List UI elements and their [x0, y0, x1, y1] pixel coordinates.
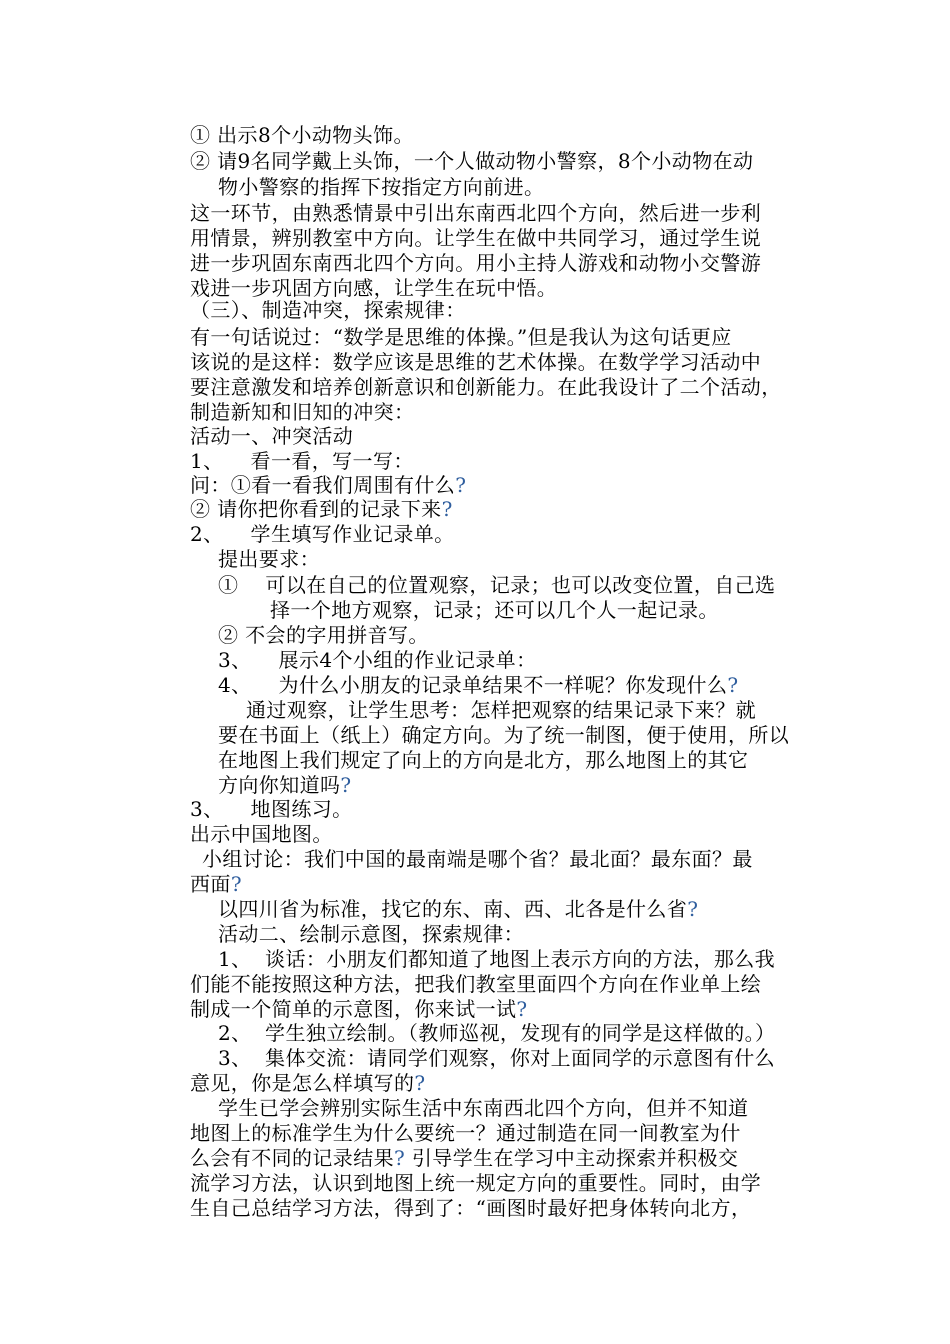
section-heading: （三）、制造冲突，探索规律： [190, 298, 466, 322]
text-line: 生自己总结学习方法，得到了：“画图时最好把身体转向北方， [190, 1196, 752, 1220]
text-line: 流学习方法，认识到地图上统一规定方向的重要性。同时，由学 [190, 1171, 762, 1195]
text-line: 戏进一步巩固方向感，让学生在玩中悟。 [190, 276, 558, 300]
text-line: ① 出示8个小动物头饰。 [190, 123, 414, 147]
text-line: 以四川省为标准，找它的东、南、西、北各是什么省? [218, 897, 699, 921]
text-line: 西面? [190, 872, 242, 896]
text-line: 们能不能按照这种方法，把我们教室里面四个方向在作业单上绘 [190, 972, 762, 996]
text-line: ② 请9名同学戴上头饰，一个人做动物小警察，8个小动物在动 [190, 149, 754, 173]
list-item: 4、 为什么小朋友的记录单结果不一样呢？你发现什么? [218, 673, 739, 697]
text-line: 要注意激发和培养创新意识和创新能力。在此我设计了二个活动， [190, 375, 782, 399]
list-item: ② 不会的字用拼音写。 [218, 623, 429, 647]
list-item: ① 可以在自己的位置观察，记录；也可以改变位置，自己选 [218, 573, 776, 597]
text-line: 出示中国地图。 [190, 822, 333, 846]
text-line: 地图上的标准学生为什么要统一？通过制造在同一间教室为什 [190, 1121, 741, 1145]
text-line: 学生已学会辨别实际生活中东南西北四个方向，但并不知道 [218, 1096, 749, 1120]
list-item: 1、 看一看，写一写： [190, 449, 414, 473]
list-item: 3、 集体交流：请同学们观察，你对上面同学的示意图有什么 [218, 1046, 776, 1070]
text-line: 进一步巩固东南西北四个方向。用小主持人游戏和动物小交警游 [190, 251, 762, 275]
activity-heading: 活动二、绘制示意图，探索规律： [218, 922, 524, 946]
text-line: 通过观察，让学生思考：怎样把观察的结果记录下来？就 [246, 698, 756, 722]
text-line: 要在书面上（纸上）确定方向。为了统一制图，便于使用，所以 [218, 723, 790, 747]
text-line: 这一环节，由熟悉情景中引出东南西北四个方向，然后进一步利 [190, 201, 762, 225]
text-line: 用情景，辨别教室中方向。让学生在做中共同学习，通过学生说 [190, 226, 762, 250]
text-line: 意见，你是怎么样填写的? [190, 1071, 426, 1095]
list-item: 3、 展示4个小组的作业记录单： [218, 648, 537, 672]
text-line: 该说的是这样：数学应该是思维的艺术体操。在数学学习活动中 [190, 350, 762, 374]
list-item: 3、 地图练习。 [190, 797, 353, 821]
text-line: 制成一个简单的示意图，你来试一试? [190, 997, 528, 1021]
list-item: 1、 谈话：小朋友们都知道了地图上表示方向的方法，那么我 [218, 947, 776, 971]
text-line: ② 请你把你看到的记录下来? [190, 497, 453, 521]
text-line: 问：①看一看我们周围有什么? [190, 473, 467, 497]
text-line: 么会有不同的记录结果? 引导学生在学习中主动探索并积极交 [190, 1146, 739, 1170]
text-line: 物小警察的指挥下按指定方向前进。 [218, 175, 545, 199]
text-line: 小组讨论：我们中国的最南端是哪个省？最北面？最东面？最 [202, 847, 753, 871]
list-item: 2、 学生独立绘制。（教师巡视，发现有的同学是这样做的。） [218, 1021, 776, 1045]
text-line: 提出要求： [218, 547, 320, 571]
text-line: 择一个地方观察，记录；还可以几个人一起记录。 [270, 598, 719, 622]
text-line: 有一句话说过：“数学是思维的体操。”但是我认为这句话更应 [190, 325, 732, 349]
list-item: 2、 学生填写作业记录单。 [190, 522, 455, 546]
text-line: 在地图上我们规定了向上的方向是北方，那么地图上的其它 [218, 748, 749, 772]
text-line: 方向你知道吗? [218, 773, 352, 797]
text-line: 制造新知和旧知的冲突： [190, 400, 415, 424]
activity-heading: 活动一、冲突活动 [190, 424, 354, 448]
